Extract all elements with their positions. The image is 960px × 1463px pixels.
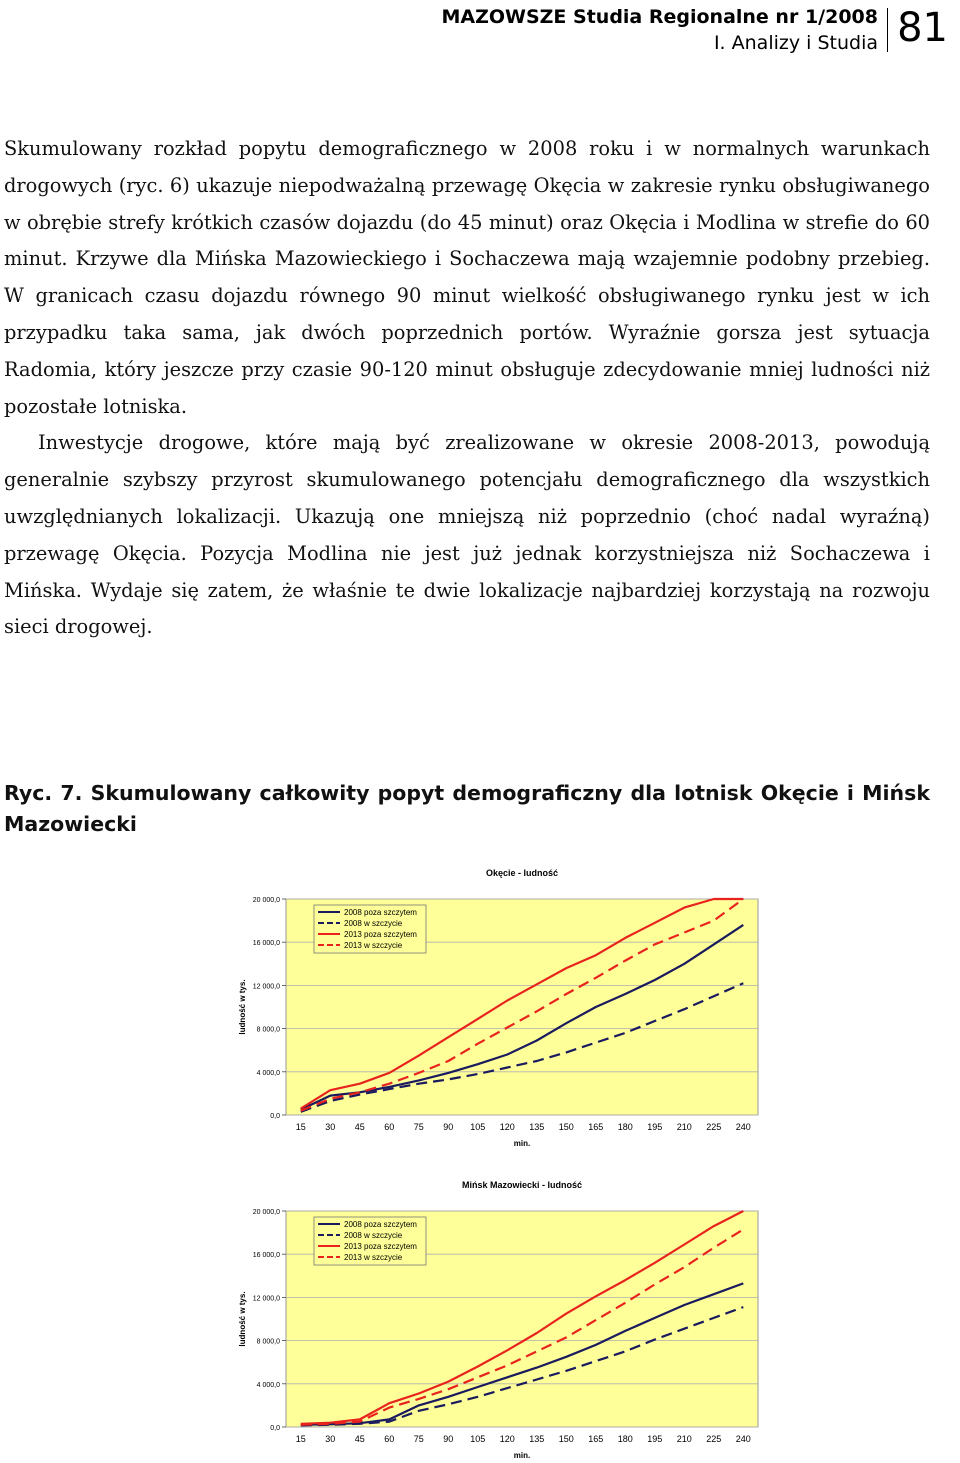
y-tick-label: 0,0 [270,1425,280,1432]
x-tick-label: 150 [558,1434,574,1444]
legend-label: 2013 w szczycie [344,1253,403,1262]
x-tick-label: 75 [413,1434,424,1444]
chart-minsk-mazowiecki [228,1174,768,1463]
y-tick-label: 20 000,0 [252,1209,280,1216]
y-tick-label: 12 000,0 [252,983,280,991]
paragraph-2: Inwestycje drogowe, które mają być zrealizowane w okresie 2008-2013, powodują generalnie szybszy przyrost skumulowanego potencjału demograficznego dla wszystkich uwzględnianych lokalizacji. Ukazują one mniejszą niż poprzednio (choć nadal wyraźną) przewagę Okęcia. Pozycja Modlina nie jest już jednak korzystniejsza niż Sochaczewa i Mińska. Wydaje się zatem, że właśnie te dwie lokalizacje najbardziej korzystają na rozwoju sieci drogowej. [4,431,930,639]
x-tick-label: 225 [706,1122,722,1132]
x-tick-label: 30 [325,1434,336,1444]
legend-label: 2013 w szczycie [344,941,403,950]
y-axis-label: ludność w tys. [238,1291,247,1347]
journal-title: MAZOWSZE Studia Regionalne nr 1/2008 [441,6,878,28]
article-body [4,131,930,646]
x-tick-label: 210 [676,1122,692,1132]
y-tick-label: 0,0 [270,1113,280,1120]
x-tick-label: 225 [706,1434,722,1444]
x-tick-label: 90 [443,1434,454,1444]
x-tick-label: 195 [647,1434,663,1444]
legend-label: 2008 w szczycie [344,1231,403,1240]
x-tick-label: 120 [499,1122,515,1132]
chart-title: Mińsk Mazowiecki - ludność [461,1180,583,1190]
x-tick-label: 75 [413,1122,424,1132]
figure-caption: Ryc. 7. Skumulowany całkowity popyt demograficzny dla lotnisk Okęcie i Mińsk Mazowiecki [4,781,930,836]
legend-label: 2013 poza szczytem [344,930,417,939]
y-tick-label: 8 000,0 [256,1026,280,1034]
x-tick-label: 240 [735,1434,751,1444]
x-tick-label: 135 [529,1122,545,1132]
page-number: 81 [897,5,948,51]
x-tick-label: 60 [384,1434,395,1444]
y-tick-label: 4 000,0 [256,1381,280,1389]
x-tick-label: 60 [384,1122,395,1132]
x-tick-label: 105 [470,1122,486,1132]
x-tick-label: 15 [295,1122,306,1132]
x-tick-label: 30 [325,1122,336,1132]
x-tick-label: 15 [295,1434,306,1444]
y-tick-label: 20 000,0 [252,897,280,904]
legend-label: 2008 w szczycie [344,919,403,928]
x-tick-label: 180 [617,1434,633,1444]
x-axis-label: min. [513,1451,531,1460]
y-tick-label: 8 000,0 [256,1338,280,1346]
x-tick-label: 210 [676,1434,692,1444]
paragraph-1: Skumulowany rozkład popytu demograficznego w 2008 roku i w normalnych warunkach drogowych (ryc. 6) ukazuje niepodważalną przewagę Okęcia w zakresie rynku obsługiwanego w obrębie strefy krótkich czasów dojazdu (do 45 minut) oraz Okęcia i Modlina w strefie do 60 minut. Krzywe dla Mińska Mazowieckiego i Sochaczewa mają wzajemnie podobny przebieg. W granicach czasu dojazdu równego 90 minut wielkość obsługiwanego rynku jest w ich przypadku taka sama, jak dwóch poprzednich portów. Wyraźnie gorsza jest sytuacja Radomia, który jeszcze przy czasie 90-120 minut obsługuje zdecydowanie mniej ludności niż pozostałe lotniska. [4,137,930,418]
x-tick-label: 135 [529,1434,545,1444]
y-tick-label: 12 000,0 [252,1295,280,1303]
x-tick-label: 45 [354,1434,365,1444]
x-tick-label: 105 [470,1434,486,1444]
x-tick-label: 90 [443,1122,454,1132]
x-tick-label: 150 [558,1122,574,1132]
chart-title: Okęcie - ludność [485,868,559,878]
header-lines [441,4,878,56]
chart-okecie [228,862,768,1152]
legend-label: 2013 poza szczytem [344,1242,417,1251]
x-tick-label: 45 [354,1122,365,1132]
legend-label: 2008 poza szczytem [344,1220,417,1229]
header-divider [887,8,888,52]
y-tick-label: 16 000,0 [252,1252,280,1260]
x-tick-label: 165 [588,1434,604,1444]
legend-label: 2008 poza szczytem [344,908,417,917]
y-axis-label: ludność w tys. [238,979,247,1035]
x-axis-label: min. [513,1139,531,1148]
section-title: I. Analizy i Studia [713,32,878,54]
x-tick-label: 195 [647,1122,663,1132]
x-tick-label: 165 [588,1122,604,1132]
x-tick-label: 120 [499,1434,515,1444]
y-tick-label: 4 000,0 [256,1069,280,1077]
y-tick-label: 16 000,0 [252,940,280,948]
x-tick-label: 240 [735,1122,751,1132]
x-tick-label: 180 [617,1122,633,1132]
